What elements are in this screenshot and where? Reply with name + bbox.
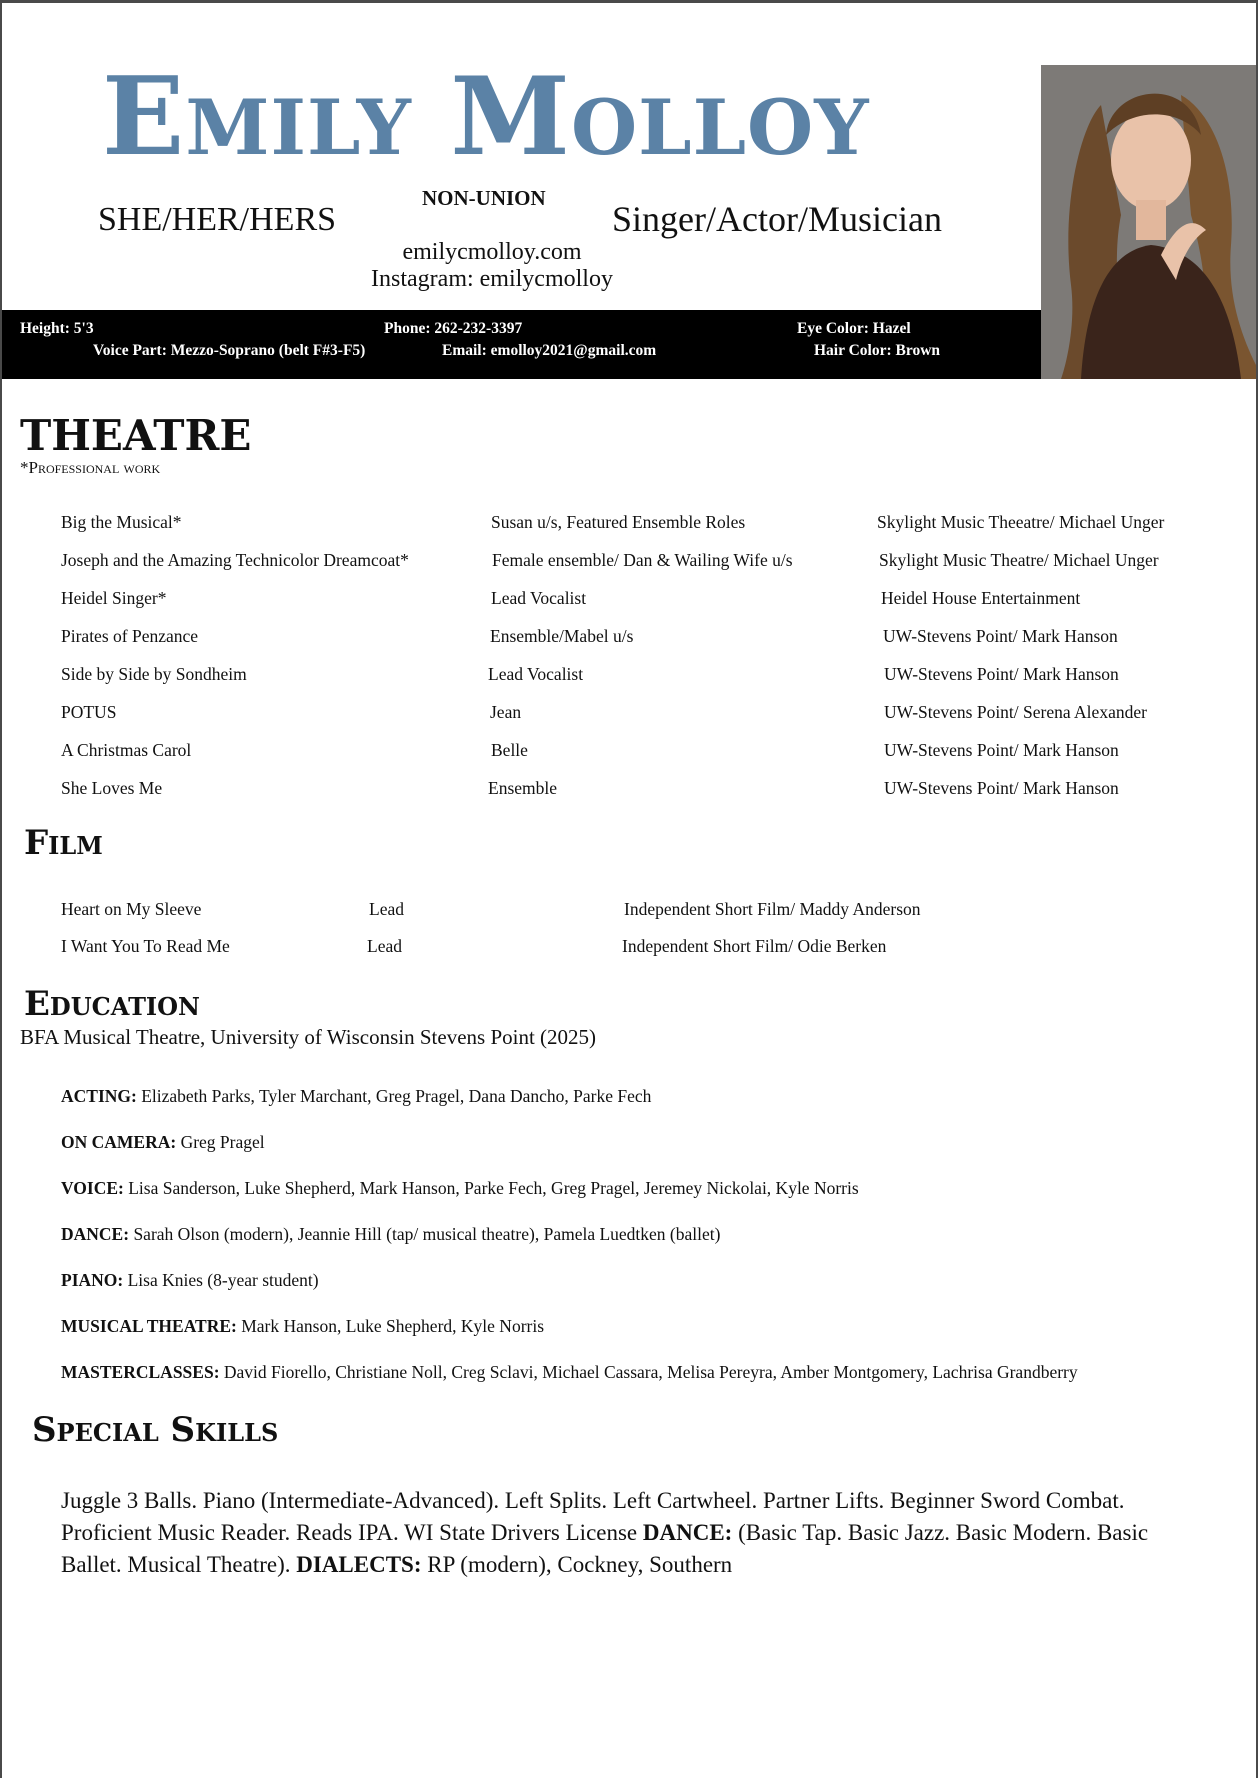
skills-dance-label: DANCE: [642, 1520, 733, 1545]
teacher-label: MASTERCLASSES: [61, 1362, 220, 1382]
theatre-company: UW-Stevens Point/ Mark Hanson [884, 740, 1119, 760]
stat-eye-color: Eye Color: Hazel [797, 320, 911, 337]
film-company: Independent Short Film/ Maddy Anderson [624, 899, 921, 919]
theatre-company: Skylight Music Theatre/ Michael Unger [879, 550, 1159, 570]
teacher-line-on-camera [61, 1132, 265, 1153]
theatre-company: UW-Stevens Point/ Serena Alexander [884, 702, 1147, 722]
teacher-label: MUSICAL THEATRE: [61, 1316, 237, 1336]
instagram: Instagram: emilycmolloy [371, 266, 613, 292]
skills-heading: Special Skills [32, 1410, 279, 1450]
theatre-company: UW-Stevens Point/ Mark Hanson [884, 778, 1119, 798]
skills-dance: (Basic Tap. Basic Jazz. Basic Modern. Basic Ballet. Musical Theatre). [61, 1520, 1149, 1577]
teacher-names: Elizabeth Parks, Tyler Marchant, Greg Pragel, Dana Dancho, Parke Fech [136, 1086, 652, 1106]
teacher-line-voice [61, 1178, 859, 1199]
teacher-names: Greg Pragel [176, 1132, 265, 1152]
teacher-names: David Fiorello, Christiane Noll, Creg Sclavi, Michael Cassara, Melisa Pereyra, Amber Montgomery, Lachrisa Grandberry [219, 1362, 1078, 1382]
theatre-show: Big the Musical* [61, 512, 182, 532]
actor-name: Emily Molloy [102, 54, 870, 180]
theatre-role: Lead Vocalist [491, 588, 587, 608]
theatre-role: Belle [491, 740, 528, 760]
union-status: NON-UNION [422, 186, 546, 210]
resume-page [2, 3, 1256, 1778]
theatre-role: Ensemble [488, 778, 558, 798]
theatre-show: Joseph and the Amazing Technicolor Dreamcoat* [61, 550, 409, 570]
theatre-show: Heidel Singer* [61, 588, 167, 608]
teacher-line-masterclasses [61, 1362, 1078, 1383]
theatre-role: Susan u/s, Featured Ensemble Roles [491, 512, 746, 532]
film-title: Heart on My Sleeve [61, 899, 202, 919]
teacher-names: Lisa Sanderson, Luke Shepherd, Mark Hanson, Parke Fech, Greg Pragel, Jeremey Nickolai, Kyle Norris [123, 1178, 859, 1198]
film-company: Independent Short Film/ Odie Berken [622, 936, 887, 956]
teacher-line-piano [61, 1270, 319, 1291]
theatre-company: UW-Stevens Point/ Mark Hanson [884, 664, 1119, 684]
teacher-names: Sarah Olson (modern), Jeannie Hill (tap/ musical theatre), Pamela Luedtken (ballet) [129, 1224, 721, 1244]
education-heading: Education [24, 984, 200, 1024]
theatre-show: She Loves Me [61, 778, 163, 798]
teacher-label: VOICE: [61, 1178, 124, 1198]
theatre-show: Pirates of Penzance [61, 626, 199, 646]
headshot-photo [1041, 65, 1256, 379]
teacher-label: ACTING: [61, 1086, 137, 1106]
theatre-heading: THEATRE [20, 411, 252, 460]
teacher-line-musical-theatre [61, 1316, 544, 1337]
theatre-company: UW-Stevens Point/ Mark Hanson [883, 626, 1118, 646]
teacher-names: Mark Hanson, Luke Shepherd, Kyle Norris [236, 1316, 545, 1336]
film-title: I Want You To Read Me [61, 936, 230, 956]
film-role: Lead [369, 899, 404, 919]
stats-bar [2, 310, 1041, 379]
profession: Singer/Actor/Musician [612, 199, 942, 239]
skills-general: Juggle 3 Balls. Piano (Intermediate-Advanced). Left Splits. Left Cartwheel. Partner Lifts. Beginner Sword Combat. Proficient Music Reader. Reads IPA. WI State Drivers License [61, 1488, 1125, 1545]
theatre-company: Skylight Music Theeatre/ Michael Unger [877, 512, 1165, 532]
pronouns: SHE/HER/HERS [98, 201, 337, 238]
stat-phone: Phone: 262-232-3397 [384, 320, 523, 337]
film-role: Lead [367, 936, 402, 956]
website: emilycmolloy.com [402, 239, 582, 265]
teacher-label: DANCE: [61, 1224, 130, 1244]
stat-email: Email: emolloy2021@gmail.com [442, 342, 657, 359]
skills-dialects: RP (modern), Cockney, Southern [421, 1552, 733, 1577]
teacher-names: Lisa Knies (8-year student) [123, 1270, 319, 1290]
theatre-role: Lead Vocalist [488, 664, 584, 684]
theatre-role: Ensemble/Mabel u/s [490, 626, 634, 646]
teacher-label: PIANO: [61, 1270, 124, 1290]
degree: BFA Musical Theatre, University of Wisconsin Stevens Point (2025) [20, 1025, 597, 1049]
teacher-line-acting [61, 1086, 651, 1107]
theatre-show: A Christmas Carol [61, 740, 192, 760]
skills-text [61, 1485, 1191, 1581]
theatre-subtitle: *Professional work [20, 458, 161, 477]
skills-dialects-label: DIALECTS: [296, 1552, 422, 1577]
theatre-company: Heidel House Entertainment [881, 588, 1081, 608]
stat-height: Height: 5'3 [20, 320, 94, 337]
theatre-show: POTUS [61, 702, 117, 722]
teacher-label: ON CAMERA: [61, 1132, 177, 1152]
film-heading: Film [24, 823, 103, 863]
stat-hair-color: Hair Color: Brown [814, 342, 941, 359]
theatre-role: Jean [490, 702, 522, 722]
teacher-line-dance [61, 1224, 720, 1245]
theatre-role: Female ensemble/ Dan & Wailing Wife u/s [492, 550, 793, 570]
theatre-show: Side by Side by Sondheim [61, 664, 247, 684]
stat-voice-part: Voice Part: Mezzo-Soprano (belt F#3-F5) [93, 342, 366, 359]
